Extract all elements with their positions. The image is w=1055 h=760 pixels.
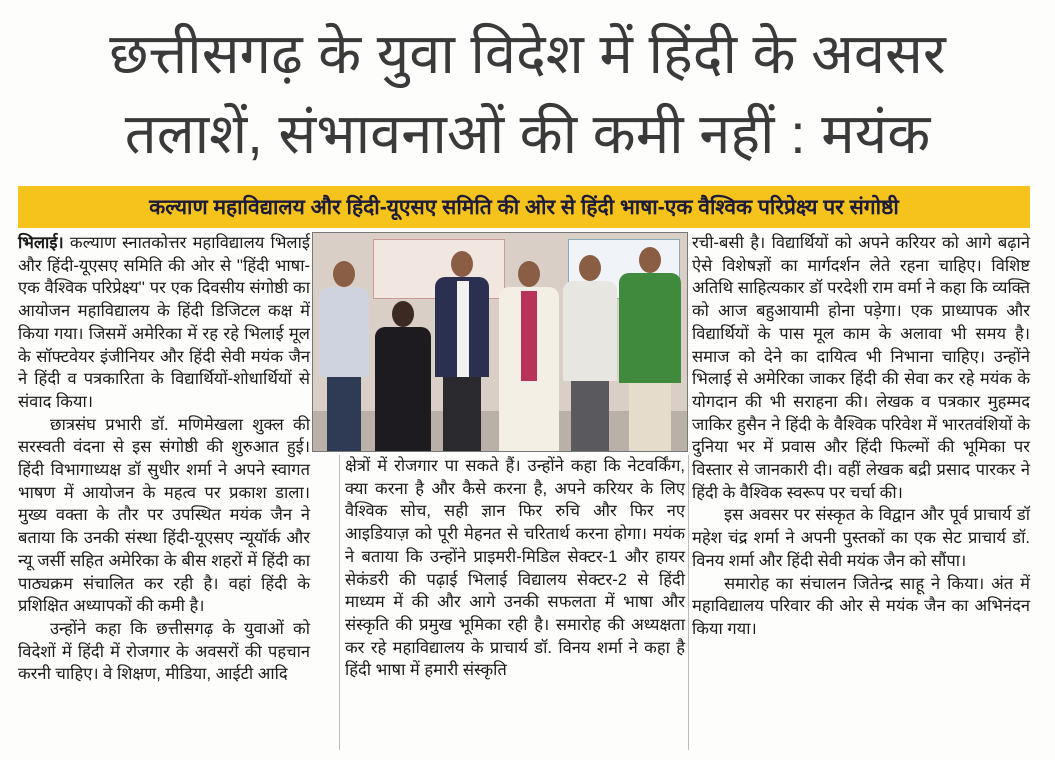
headline-line-2: तलाशें, संभावनाओं की कमी नहीं : मयंक [124,102,931,165]
article-column-3 [692,232,1030,641]
person [563,255,617,451]
person [435,251,489,451]
person [619,247,681,451]
paragraph: इस अवसर पर संस्कृत के विद्वान और पूर्व प्राचार्य डॉ महेश चंद्र शर्मा ने अपनी पुस्तकों का एक सेट प्राचार्य डॉ. विनय शर्मा और हिंदी सेवी मयंक जैन को सौंपा। [692,506,1030,570]
headline-line-1: छत्तीसगढ़ के युवा विदेश में हिंदी के अवसर [109,22,946,85]
paragraph: रची-बसी है। विद्यार्थियों को अपने करियर को आगे बढ़ाने ऐसे विशेषज्ञों का मार्गदर्शन लेते रहना चाहिए। विशिष्ट अतिथि साहित्यकार डॉ परदेशी राम वर्मा ने कहा कि व्यक्ति को आज बहुआयामी होना पड़ेगा। एक प्राध्यापक और विद्यार्थियों के पास मूल काम के अलावा भी समय है। समाज को देने का दायित्व भी निभाना चाहिए। उन्होंने भिलाई से अमेरिका जाकर हिंदी की सेवा कर रहे मयंक के योगदान की भी सराहना की। लेखक व पत्रकार मुहम्मद जाकिर हुसैन ने हिंदी के वैश्विक परिवेश में भारतवंशियों के दुनिया भर में प्रवास और हिंदी फिल्मों की भूमिका पर विस्तार से जानकारी दी। वहीं लेखक बद्री प्रसाद पारकर ने हिंदी के वैश्विक स्वरूप पर चर्चा की। [692,234,1030,502]
headline [0,14,1055,174]
person [375,301,431,451]
column-divider [688,455,689,750]
paragraph: छात्रसंघ प्रभारी डॉ. मणिमेखला शुक्ल की सरस्वती वंदना से इस संगोष्ठी की शुरुआत हुई। हिंदी विभागाध्यक्ष डॉ सुधीर शर्मा ने अपने स्वागत भाषण में आयोजन के महत्व पर प्रकाश डाला। मुख्य वक्ता के तौर पर उपस्थित मयंक जैन ने बताया कि उनकी संस्था हिंदी-यूएसए न्यूयॉर्क और न्यू जर्सी सहित अमेरिका के बीस शहरों में हिंदी का पाठ्यक्रम संचालित कर रही है। वहां हिंदी के प्रशिक्षित अध्यापकों की कमी है। [18,415,310,616]
article-column-2 [345,455,685,682]
dateline: भिलाई। [18,234,64,252]
column-divider [339,455,340,750]
paragraph: समारोह का संचालन जितेन्द्र साहू ने किया। अंत में महाविद्यालय परिवार की ओर से मयंक जैन का अभिनंदन किया गया। [692,574,1030,638]
subheading-banner: कल्याण महाविद्यालय और हिंदी-यूएसए समिति की ओर से हिंदी भाषा-एक वैश्विक परिप्रेक्ष्य पर संगोष्ठी [18,186,1030,228]
person [319,261,369,451]
event-photo [312,232,688,452]
paragraph: उन्होंने कहा कि छत्तीसगढ़ के युवाओं को विदेशों में हिंदी में रोजगार के अवसरों की पहचान करनी चाहिए। वे शिक्षण, मीडिया, आईटी आदि [18,619,310,684]
paragraph [18,232,310,414]
person [499,261,559,451]
article-column-1 [18,232,310,686]
paragraph: क्षेत्रों में रोजगार पा सकते हैं। उन्होंने कहा कि नेटवर्किंग, क्या करना है और कैसे करना है, अपने करियर के लिए वैश्विक सोच, सही ज्ञान फिर रुचि और फिर नए आइडियाज़ को पूरी मेहनत से चरितार्थ करना होगा। मयंक ने बताया कि उन्होंने प्राइमरी-मिडिल सेक्टर-1 और हायर सेकंडरी की पढ़ाई भिलाई विद्यालय सेक्टर-2 से हिंदी माध्यम में की और आगे उनकी सफलता में भाषा और संस्कृति की प्रमुख भूमिका रही है। समारोह की अध्यक्षता कर रहे महाविद्यालय के प्राचार्य डॉ. विनय शर्मा ने कहा है हिंदी भाषा में हमारी संस्कृति [345,457,685,680]
paragraph-text: कल्याण स्नातकोत्तर महाविद्यालय भिलाई और हिंदी-यूएसए समिति की ओर से ''हिंदी भाषा-एक वैश्विक परिप्रेक्ष्य'' पर एक दिवसीय संगोष्ठी का आयोजन महाविद्यालय के हिंदी डिजिटल कक्ष में किया गया। जिसमें अमेरिका में रह रहे भिलाई मूल के सॉफ्टवेयर इंजीनियर और हिंदी सेवी मयंक जैन ने हिंदी व पत्रकारिता के विद्यार्थियों-शोधार्थियों से संवाद किया। [18,234,310,411]
